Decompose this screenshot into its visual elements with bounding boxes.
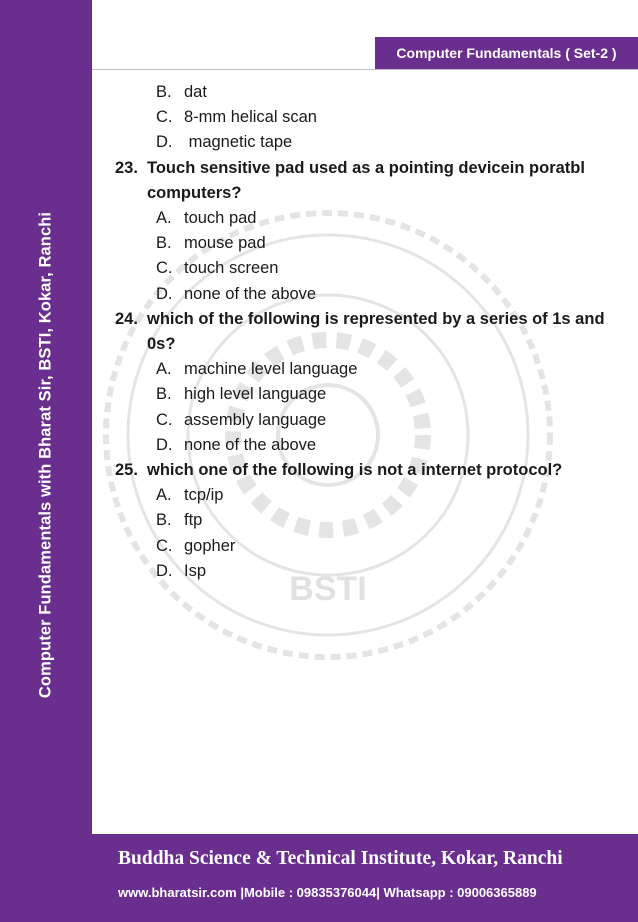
- option-item: [115, 130, 615, 155]
- option-label: B.: [156, 385, 172, 404]
- watermark-label: BSTI: [289, 570, 367, 608]
- option-label: D.: [156, 561, 173, 580]
- option-text: machine level language: [184, 360, 358, 379]
- left-sidebar-band: [0, 0, 92, 922]
- option-label: B.: [156, 234, 172, 253]
- question-block-25: [115, 458, 615, 584]
- question-number: 23.: [115, 158, 138, 177]
- option-item: [115, 483, 615, 508]
- option-item: [115, 382, 615, 407]
- option-text: touch screen: [184, 259, 279, 278]
- option-text: magnetic tape: [184, 133, 293, 152]
- option-text: gopher: [184, 536, 236, 555]
- option-label: A.: [156, 486, 172, 505]
- option-item: [115, 534, 615, 559]
- option-label: D.: [156, 435, 173, 454]
- question-text: 23. Touch sensitive pad used as a pointing devicein poratbl computers?: [115, 156, 615, 206]
- option-item: [115, 80, 615, 105]
- option-label: C.: [156, 536, 173, 555]
- footer-band: [92, 834, 638, 922]
- question-number: 24.: [115, 309, 138, 328]
- option-label: A.: [156, 360, 172, 379]
- option-text: tcp/ip: [184, 486, 224, 505]
- option-item: [115, 508, 615, 533]
- question-number: 25.: [115, 461, 138, 480]
- option-text: none of the above: [184, 284, 317, 303]
- set-badge: Computer Fundamentals ( Set-2 ): [373, 37, 638, 69]
- header-divider: [92, 69, 638, 70]
- option-item: [115, 206, 615, 231]
- question-text: 25. which one of the following is not a internet protocol?: [115, 458, 615, 483]
- option-text: high level language: [184, 385, 327, 404]
- option-item: [115, 231, 615, 256]
- option-label: C.: [156, 108, 173, 127]
- option-label: C.: [156, 259, 173, 278]
- question-text: 24. which of the following is represented by a series of 1s and 0s?: [115, 307, 615, 357]
- option-text: ftp: [184, 511, 203, 530]
- option-text: 8-mm helical scan: [184, 108, 317, 127]
- option-label: C.: [156, 410, 173, 429]
- option-text: mouse pad: [184, 234, 266, 253]
- option-item: [115, 559, 615, 584]
- question-list: [115, 80, 615, 584]
- option-item: [115, 357, 615, 382]
- institute-name: Buddha Science & Technical Institute, Kokar, Ranchi: [118, 848, 563, 869]
- contact-info: www.bharatsir.com |Mobile : 09835376044| Whatsapp : 09006365889: [118, 885, 537, 900]
- option-item: [115, 408, 615, 433]
- option-item: [115, 433, 615, 458]
- sidebar-title: Computer Fundamentals with Bharat Sir, BSTI, Kokar, Ranchi: [36, 211, 55, 699]
- option-text: none of the above: [184, 435, 317, 454]
- option-label: A.: [156, 209, 172, 228]
- question-block-24: [115, 307, 615, 458]
- option-item: [115, 256, 615, 281]
- option-label: D.: [156, 133, 173, 152]
- option-label: B.: [156, 511, 172, 530]
- option-text: dat: [184, 83, 207, 101]
- option-label: D.: [156, 284, 173, 303]
- option-label: B.: [156, 83, 172, 101]
- option-text: Isp: [184, 561, 207, 580]
- option-item: [115, 282, 615, 307]
- option-item: [115, 105, 615, 130]
- question-block-23: [115, 156, 615, 307]
- option-text: touch pad: [184, 209, 257, 228]
- option-text: assembly language: [184, 410, 327, 429]
- question-block-continued: [115, 80, 615, 156]
